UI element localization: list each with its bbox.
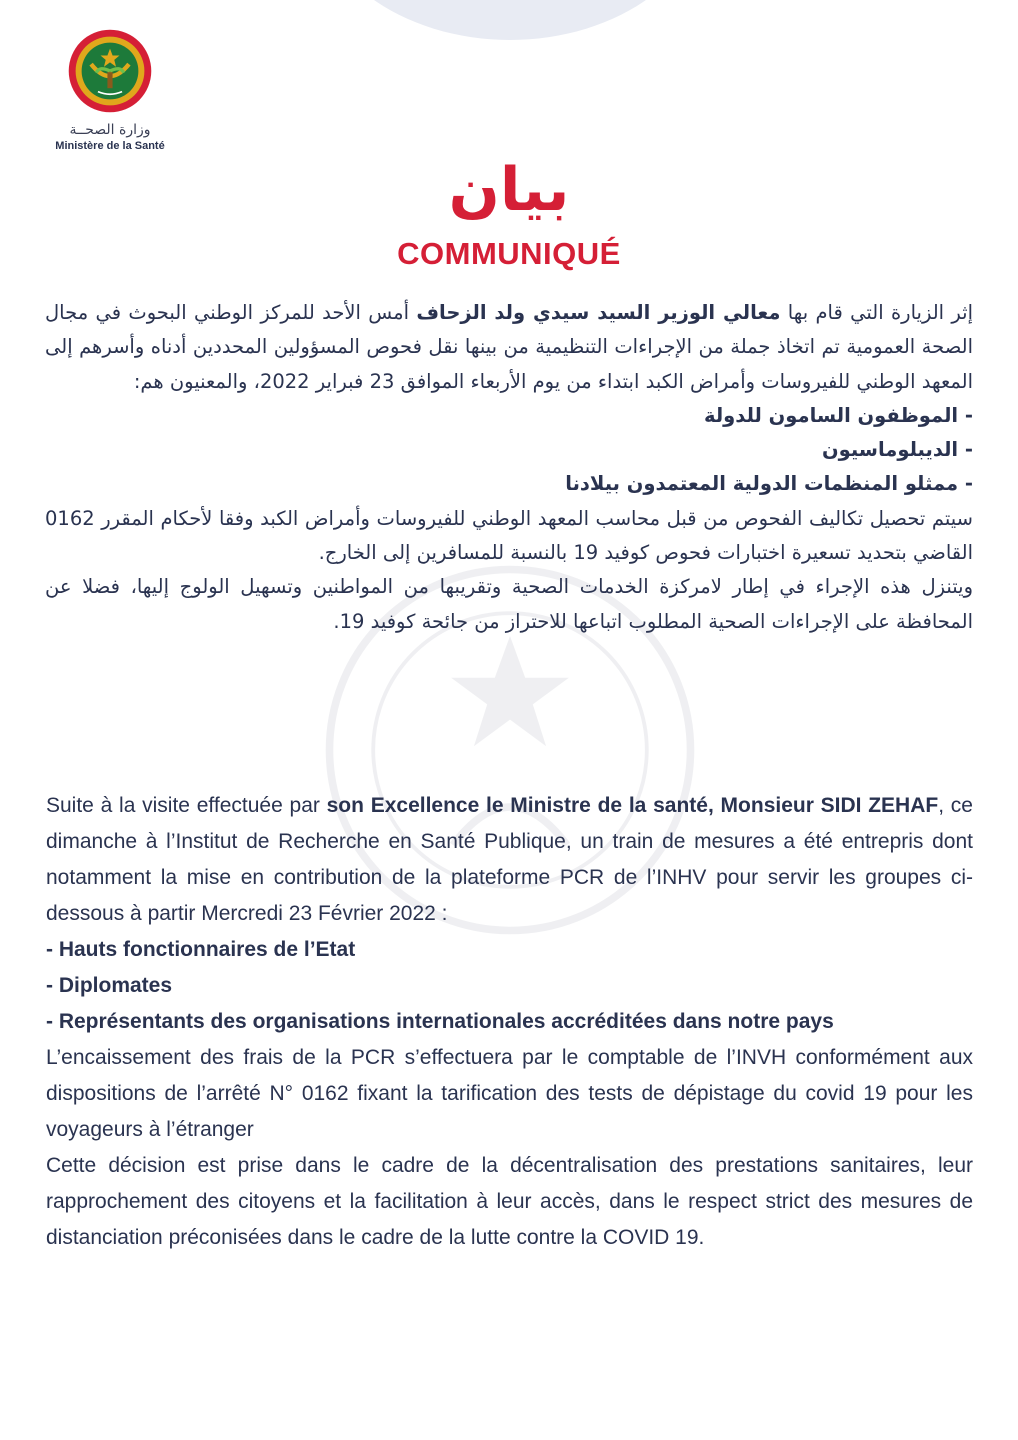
- ministry-logo-block: [40, 28, 180, 152]
- arabic-intro-text: إثر الزيارة التي قام بها: [780, 301, 973, 324]
- ministry-name-french: Ministère de la Santé: [55, 140, 165, 152]
- french-fees-paragraph: L’encaissement des frais de la PCR s’effectuera par le comptable de l’INVH conformément aux dispositions de l’arrêté N° 0162 fixant la tarification des tests de dépistage du covid 19 pour les voyageurs à l’étranger: [46, 1046, 973, 1141]
- french-section: [46, 788, 973, 1256]
- arabic-bullet-item: - الديبلوماسيون: [821, 438, 973, 462]
- french-minister-name: son Excellence le Ministre de la santé, Monsieur SIDI ZEHAF: [326, 794, 939, 817]
- arabic-minister-name: معالي الوزير السيد سيدي ولد الزحاف: [416, 301, 781, 324]
- arabic-fees-paragraph: سيتم تحصيل تكاليف الفحوص من قبل محاسب المعهد الوطني للفيروسات وأمراض الكبد وفقا لأحكام المقرر 0162 القاضي بتحديد تسعيرة اختبارات فحوص كوفيد 19 بالنسبة للمسافرين إلى الخارج.: [45, 506, 973, 565]
- arabic-intro-paragraph: [45, 296, 973, 399]
- page-title-arabic: بيان: [448, 155, 570, 225]
- page-title-french: COMMUNIQUÉ: [397, 236, 621, 271]
- ministry-name-arabic: وزارة الصحــة: [69, 122, 151, 138]
- french-bullet-item: - Diplomates: [46, 974, 173, 997]
- french-bullet-item: - Hauts fonctionnaires de l’Etat: [46, 938, 356, 961]
- french-bullet-item: - Représentants des organisations internationales accréditées dans notre pays: [46, 1010, 834, 1033]
- arabic-bullet-item: - الموظفون السامون للدولة: [704, 403, 973, 427]
- decorative-top-circle: [310, 0, 710, 40]
- arabic-bullet-item: - ممثلو المنظمات الدولية المعتمدون بيلادنا: [565, 472, 973, 496]
- arabic-section: [45, 296, 973, 639]
- french-intro-text: Suite à la visite effectuée par: [46, 794, 327, 817]
- arabic-decentralization-paragraph: ويتنزل هذه الإجراء في إطار لامركزة الخدمات الصحية وتقريبها من المواطنين وتسهيل الولوج إليها، فضلا عن المحافظة على الإجراءات الصحية المطلوب اتباعها للاحتراز من جائحة كوفيد 19.: [45, 575, 973, 633]
- french-intro-paragraph: [46, 788, 973, 932]
- french-decentralization-paragraph: Cette décision est prise dans le cadre de la décentralisation des prestations sanitaires, leur rapprochement des citoyens et la facilitation à leur accès, dans le respect strict des mesures de distanciation préconisées dans le cadre de la lutte contre la COVID 19.: [46, 1154, 973, 1249]
- french-intro-text-continued: , ce dimanche à l’Institut de Recherche en Santé Publique, un train de mesures a été entrepris dont notamment la mise en contribution de la plateforme PCR de l’INHV pour servir les groupes ci-dessous à partir Mercredi 23 Février 2022 :: [46, 794, 973, 925]
- arabic-intro-text-continued: أمس الأحد للمركز الوطني البحوث في مجال الصحة العمومية تم اتخاذ جملة من الإجراءات التنظيمية من بينها نقل فحوص المسؤولين المحددين أدناه وأسرهم إلى المعهد الوطني للفيروسات وأمراض الكبد ابتداء من يوم الأربعاء الموافق 23 فبراير 2022، والمعنيون هم:: [45, 301, 973, 393]
- national-seal-icon: [67, 28, 153, 114]
